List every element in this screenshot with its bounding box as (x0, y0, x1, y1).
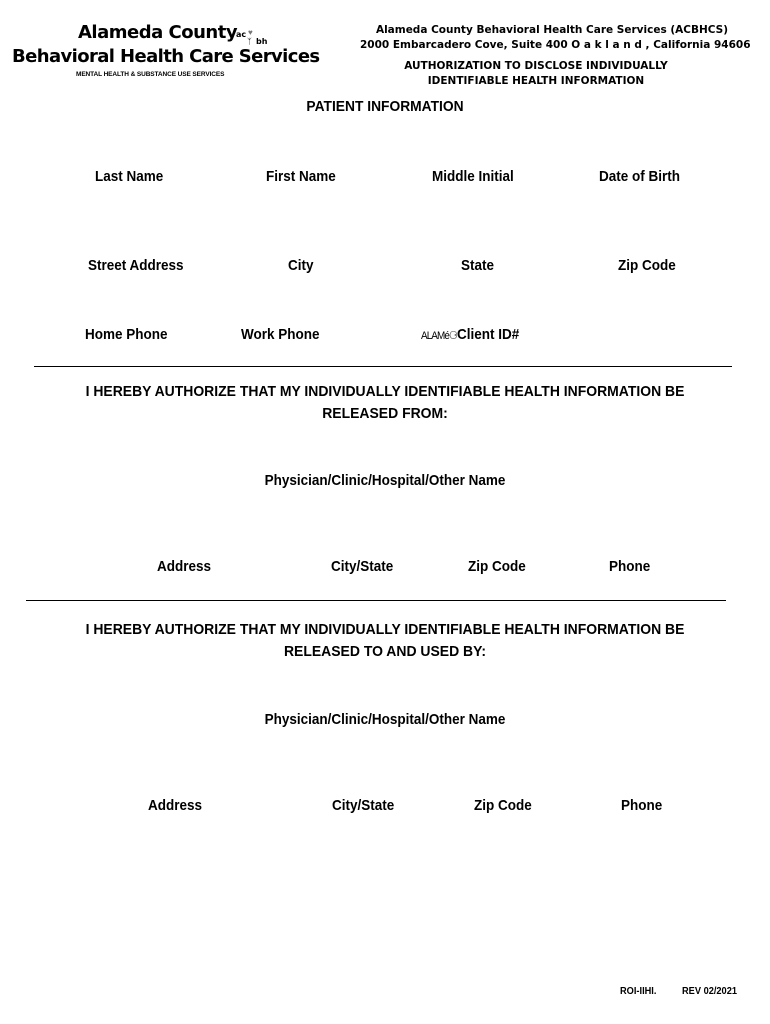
released-to-city-state-label: City/State (332, 797, 395, 814)
released-from-phone-label: Phone (609, 558, 651, 575)
middle-initial-label: Middle Initial (432, 168, 514, 185)
form-title-line1: AUTHORIZATION TO DISCLOSE INDIVIDUALLY (404, 60, 668, 72)
zip-code-label: Zip Code (618, 257, 676, 274)
header-address: 2000 Embarcadero Cove, Suite 400 O a k l a n d , California 94606 (360, 39, 751, 51)
person-icon: ᛉ (247, 37, 252, 46)
first-name-label: First Name (266, 168, 336, 185)
header-organization: Alameda County Behavioral Health Care Services (ACBHCS) (375, 24, 729, 36)
city-label: City (288, 257, 314, 274)
logo-title-line2: Behavioral Health Care Services (12, 46, 320, 67)
heart-icon: ♥ (248, 28, 253, 37)
form-title-line2: IDENTIFIABLE HEALTH INFORMATION (427, 75, 645, 87)
last-name-label: Last Name (95, 168, 164, 185)
date-of-birth-label: Date of Birth (599, 168, 680, 185)
client-id-label (421, 326, 519, 343)
released-from-provider-label: Physician/Clinic/Hospital/Other Name (264, 472, 506, 489)
form-code: ROI-IIHI. (620, 985, 657, 997)
work-phone-label: Work Phone (241, 326, 320, 343)
logo-mark-ac: ac (236, 30, 247, 39)
released-from-address-label: Address (157, 558, 212, 575)
state-label: State (461, 257, 495, 274)
released-from-statement: I HEREBY AUTHORIZE THAT MY INDIVIDUALLY IDENTIFIABLE HEALTH INFORMATION BE RELEASED FROM: (85, 383, 685, 422)
released-to-phone-label: Phone (621, 797, 663, 814)
released-from-city-state-label: City/State (331, 558, 394, 575)
client-id-text: Client ID# (456, 326, 520, 343)
released-to-statement: I HEREBY AUTHORIZE THAT MY INDIVIDUALLY IDENTIFIABLE HEALTH INFORMATION BE RELEASED TO AND USED BY: (85, 621, 685, 660)
home-phone-label: Home Phone (85, 326, 168, 343)
form-revision: REV 02/2021 (682, 985, 737, 997)
client-id-prefix: ALAMé⚆ (421, 330, 457, 342)
released-from-zip-label: Zip Code (468, 558, 526, 575)
divider-line (34, 366, 732, 367)
logo-mark-bh: bh (256, 37, 268, 46)
released-to-address-label: Address (148, 797, 203, 814)
logo-tagline: MENTAL HEALTH & SUBSTANCE USE SERVICES (76, 71, 225, 78)
released-to-zip-label: Zip Code (474, 797, 532, 814)
divider-line (26, 600, 726, 601)
street-address-label: Street Address (88, 257, 184, 274)
patient-section-title: PATIENT INFORMATION (306, 98, 464, 115)
released-to-provider-label: Physician/Clinic/Hospital/Other Name (264, 711, 506, 728)
logo-title-line1: Alameda County (78, 22, 238, 43)
